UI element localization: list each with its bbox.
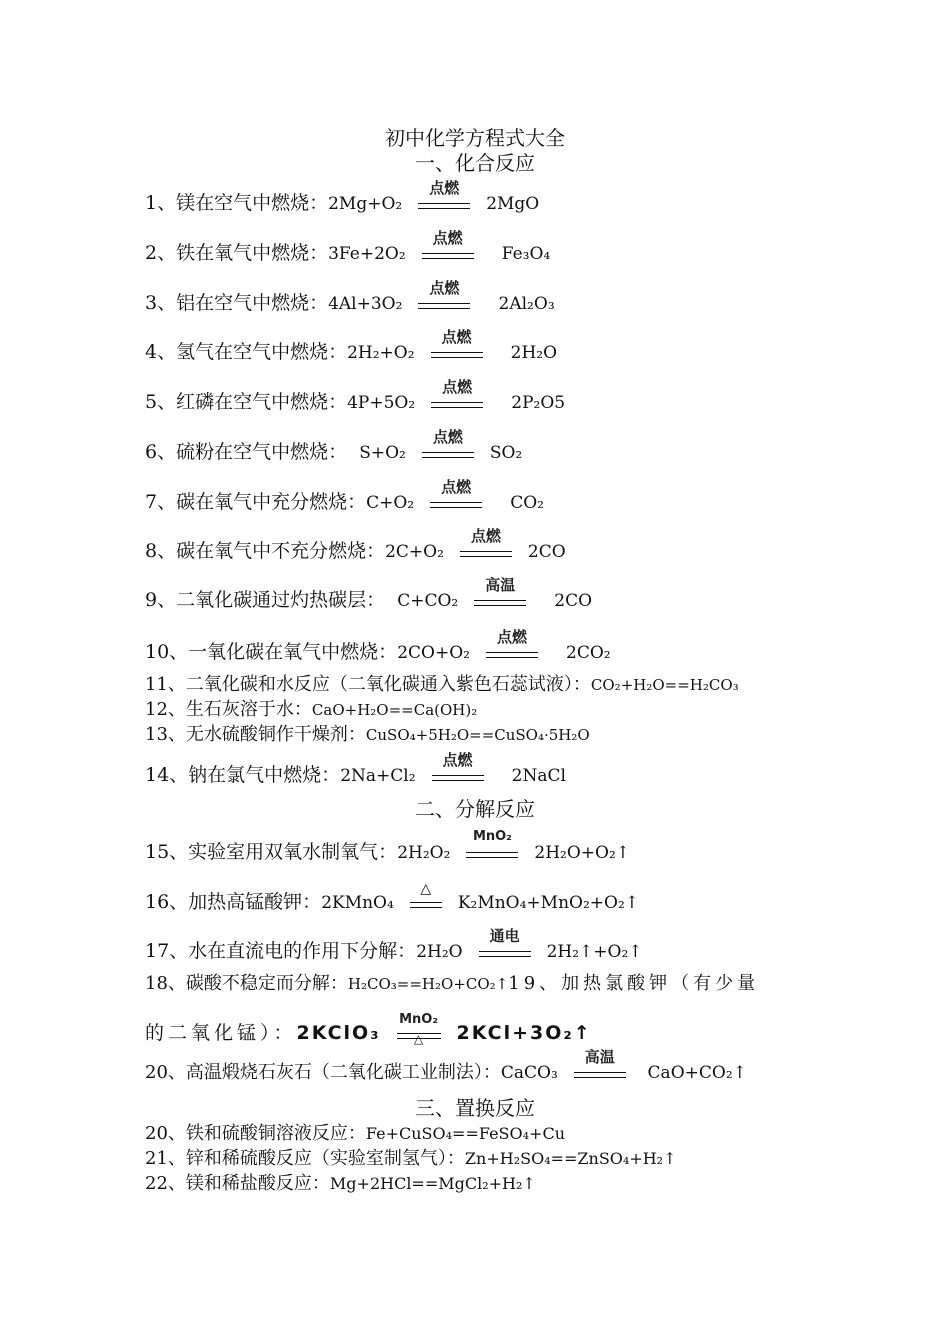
condition-text: 点燃 xyxy=(496,628,527,646)
reaction-line xyxy=(145,527,566,564)
reaction-label: 13、无水硫酸铜作干燥剂： xyxy=(145,724,366,745)
reaction-condition xyxy=(393,1012,445,1046)
reactants: 2C+O₂ xyxy=(385,542,444,562)
reactants: 2H₂O₂ xyxy=(397,843,451,863)
reactants: 2KMnO₄ xyxy=(321,893,394,913)
reactants: S+O₂ xyxy=(359,443,406,463)
reaction-line xyxy=(145,1172,536,1196)
equal-bars xyxy=(431,352,483,358)
products: 2CO xyxy=(527,542,566,562)
products: 2NaCl xyxy=(511,766,566,786)
reaction-line xyxy=(145,378,566,415)
products: CaO+CO₂↑ xyxy=(647,1063,747,1083)
condition-text: 通电 xyxy=(489,927,520,945)
equal-bars xyxy=(479,951,531,957)
reaction-line xyxy=(145,829,631,865)
reaction-line xyxy=(145,1012,592,1046)
equal-bars xyxy=(431,402,483,408)
reactants: CaCO₃ xyxy=(500,1063,558,1083)
reaction-condition xyxy=(406,881,446,915)
reaction-condition xyxy=(414,179,474,216)
reaction-label: 1、镁在空气中燃烧： xyxy=(145,192,329,214)
section-heading-displacement: 三、置换反应 xyxy=(415,1096,535,1120)
condition-text: 点燃 xyxy=(441,328,472,346)
reactants: 4Al+3O₂ xyxy=(328,294,403,314)
equal-bars xyxy=(574,1072,626,1078)
reaction-condition xyxy=(418,428,478,465)
reaction-condition xyxy=(475,927,535,964)
reaction-condition xyxy=(414,279,474,316)
catalyst-text: MnO₂ xyxy=(399,1012,439,1027)
reactants: 2CO+O₂ xyxy=(397,643,470,663)
products: 2H₂O+O₂↑ xyxy=(534,843,631,863)
reaction-line xyxy=(145,881,640,915)
condition-text: 点燃 xyxy=(432,229,463,247)
reaction-line xyxy=(145,628,611,665)
reaction-line xyxy=(145,723,590,747)
reactants: 3Fe+2O₂ xyxy=(328,244,406,264)
equal-bars xyxy=(466,852,518,858)
reaction-label: 18、碳酸不稳定而分解： xyxy=(145,973,348,994)
reaction-label: 10、一氧化碳在氧气中燃烧： xyxy=(145,641,398,663)
section-heading-combination: 一、化合反应 xyxy=(415,151,535,175)
reaction-label: 9、二氧化碳通过灼热碳层： xyxy=(145,589,386,611)
reaction-label: 12、生石灰溶于水： xyxy=(145,699,312,720)
reaction-line xyxy=(145,328,558,365)
reaction-line xyxy=(145,428,523,465)
condition-text: 高温 xyxy=(485,576,516,594)
products: 2H₂O xyxy=(510,343,558,363)
reaction-line xyxy=(145,279,555,316)
products: 2H₂↑+O₂↑ xyxy=(546,942,643,962)
reaction-line xyxy=(145,478,544,515)
reaction-line xyxy=(145,1147,677,1171)
reactants: 2H₂O xyxy=(416,942,463,962)
equation: Fe+CuSO₄==FeSO₄+Cu xyxy=(365,1124,565,1143)
reaction-label: 7、碳在氧气中充分燃烧： xyxy=(145,491,367,513)
condition-text: 点燃 xyxy=(441,478,472,496)
products: 2CO₂ xyxy=(566,643,611,663)
reaction-label: 17、水在直流电的作用下分解： xyxy=(145,940,417,962)
reactants: C+O₂ xyxy=(366,493,415,513)
reaction-label: 22、镁和稀盐酸反应： xyxy=(145,1173,330,1194)
section-heading-decomposition: 二、分解反应 xyxy=(415,797,535,821)
products: CO₂ xyxy=(510,493,544,513)
products: 2CO xyxy=(554,591,593,611)
heat-icon: △ xyxy=(420,881,432,897)
reaction-line xyxy=(145,673,739,697)
equation: CO₂+H₂O==H₂CO₃ xyxy=(590,676,739,694)
reaction-line xyxy=(145,751,566,788)
products: 2MgO xyxy=(486,194,540,214)
condition-text: 点燃 xyxy=(442,751,473,769)
reaction-condition xyxy=(427,378,487,415)
condition-text: 点燃 xyxy=(429,279,460,297)
reaction-label: 16、加热高锰酸钾： xyxy=(145,891,322,913)
reactants: C+CO₂ xyxy=(397,591,459,611)
equation: CuSO₄+5H₂O==CuSO₄·5H₂O xyxy=(365,726,590,744)
catalyst-text: MnO₂ xyxy=(472,829,512,844)
reaction-line xyxy=(145,179,540,216)
products: 2KCl+3O₂↑ xyxy=(456,1022,592,1044)
reaction-line xyxy=(145,229,551,266)
equal-bars xyxy=(410,902,442,908)
equal-bars xyxy=(418,303,470,309)
reactants: 2KClO₃ xyxy=(296,1022,381,1044)
equal-bars xyxy=(418,203,470,209)
reactants: 2H₂+O₂ xyxy=(347,343,415,363)
equation: Zn+H₂SO₄==ZnSO₄+H₂↑ xyxy=(464,1149,677,1168)
reaction-label: 20、高温煅烧石灰石（二氧化碳工业制法）： xyxy=(145,1062,501,1083)
equal-bars xyxy=(486,652,538,658)
equal-bars xyxy=(460,551,512,557)
reaction-label-continued: 的二氧化锰）： xyxy=(145,1022,297,1044)
reaction-label: 21、锌和稀硫酸反应（实验室制氢气）： xyxy=(145,1148,465,1169)
reaction-condition xyxy=(427,328,487,365)
equation: Mg+2HCl==MgCl₂+H₂↑ xyxy=(329,1174,536,1193)
products: K₂MnO₄+MnO₂+O₂↑ xyxy=(457,893,640,913)
condition-text: 点燃 xyxy=(429,179,460,197)
reaction-condition xyxy=(426,478,486,515)
reaction-line xyxy=(145,698,477,722)
document-title: 初中化学方程式大全 xyxy=(385,126,565,150)
products: SO₂ xyxy=(489,443,523,463)
reaction-label: 14、钠在氯气中燃烧： xyxy=(145,764,341,786)
products: Fe₃O₄ xyxy=(501,244,551,264)
reaction-condition xyxy=(570,1048,630,1085)
reaction-label: 19、加热氯酸钾（有少量 xyxy=(508,973,760,994)
equation: CaO+H₂O==Ca(OH)₂ xyxy=(311,701,478,719)
condition-text: 点燃 xyxy=(470,527,501,545)
reaction-line xyxy=(145,576,593,613)
reaction-label: 5、红磷在空气中燃烧： xyxy=(145,391,348,413)
equal-bars xyxy=(422,452,474,458)
reaction-line xyxy=(145,972,759,996)
reaction-label: 2、铁在氧气中燃烧： xyxy=(145,242,329,264)
reaction-line xyxy=(145,1122,565,1146)
reaction-label: 6、硫粉在空气中燃烧： xyxy=(145,441,348,463)
reaction-condition xyxy=(462,829,522,865)
reaction-label: 20、铁和硫酸铜溶液反应： xyxy=(145,1123,366,1144)
condition-text: 高温 xyxy=(584,1048,615,1066)
condition-text: 点燃 xyxy=(432,428,463,446)
reaction-label: 15、实验室用双氧水制氧气： xyxy=(145,841,398,863)
reaction-line xyxy=(145,1048,747,1085)
reactants: 2Na+Cl₂ xyxy=(340,766,416,786)
reaction-line xyxy=(145,927,643,964)
products: 2Al₂O₃ xyxy=(498,294,555,314)
equal-bars xyxy=(430,502,482,508)
equal-bars xyxy=(432,775,484,781)
equal-bars xyxy=(422,253,474,259)
reaction-condition xyxy=(482,628,542,665)
reaction-condition xyxy=(470,576,530,613)
reaction-label: 8、碳在氧气中不充分燃烧： xyxy=(145,540,386,562)
reaction-condition xyxy=(418,229,478,266)
equation: H₂CO₃==H₂O+CO₂↑ xyxy=(347,975,509,993)
condition-text: 点燃 xyxy=(442,378,473,396)
reaction-label: 3、铝在空气中燃烧： xyxy=(145,292,329,314)
reactants: 4P+5O₂ xyxy=(347,393,416,413)
reaction-condition xyxy=(456,527,516,564)
equal-bars xyxy=(474,600,526,606)
reactants: 2Mg+O₂ xyxy=(328,194,403,214)
heat-icon: △ xyxy=(413,1032,424,1046)
reaction-condition xyxy=(428,751,488,788)
reaction-label: 4、氢气在空气中燃烧： xyxy=(145,341,348,363)
reaction-label: 11、二氧化碳和水反应（二氧化碳通入紫色石蕊试液）： xyxy=(145,674,591,695)
products: 2P₂O5 xyxy=(511,393,566,413)
